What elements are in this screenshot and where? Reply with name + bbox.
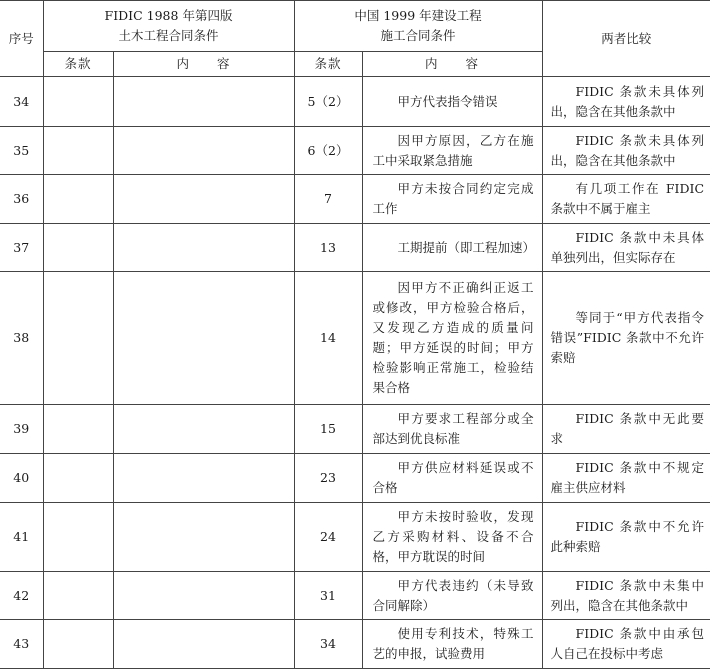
cell-seq: 35 bbox=[0, 127, 43, 175]
header-china-clause: 条款 bbox=[294, 52, 362, 77]
cell-fidic-clause bbox=[43, 405, 113, 454]
header-fidic-clause: 条款 bbox=[43, 52, 113, 77]
cell-comparison-text: FIDIC 条款中由承包人自己在投标中考虑 bbox=[550, 626, 705, 661]
cell-comparison-text: FIDIC 条款未具体列出，隐含在其他条款中 bbox=[550, 132, 705, 168]
cell-china-content bbox=[362, 127, 542, 175]
cell-fidic-content bbox=[113, 572, 294, 620]
cell-fidic-clause bbox=[43, 224, 113, 272]
header-china-content: 内 容 bbox=[362, 52, 542, 77]
cell-fidic-content bbox=[113, 127, 294, 175]
cell-china-content bbox=[362, 572, 542, 620]
cell-comparison bbox=[542, 454, 710, 503]
cell-china-clause: 15 bbox=[294, 405, 362, 454]
cell-fidic-content bbox=[113, 77, 294, 127]
cell-china-content bbox=[362, 454, 542, 503]
cell-seq: 43 bbox=[0, 620, 43, 669]
cell-seq: 38 bbox=[0, 272, 43, 405]
cell-china-clause: 5（2） bbox=[294, 77, 362, 127]
cell-seq: 36 bbox=[0, 175, 43, 224]
cell-china-content-text: 使用专利技术，特殊工艺的申报，试验费用 bbox=[372, 626, 534, 661]
cell-comparison bbox=[542, 572, 710, 620]
cell-seq: 42 bbox=[0, 572, 43, 620]
cell-china-content-text: 甲方代表违约（未导致合同解除） bbox=[372, 577, 534, 613]
cell-comparison bbox=[542, 503, 710, 572]
cell-fidic-clause bbox=[43, 175, 113, 224]
cell-china-clause: 7 bbox=[294, 175, 362, 224]
table-body bbox=[0, 77, 710, 669]
header-china-line1: 中国 1999 年建设工程 bbox=[354, 8, 482, 23]
header-china-line2: 施工合同条件 bbox=[380, 28, 456, 43]
cell-fidic-clause bbox=[43, 572, 113, 620]
header-comparison: 两者比较 bbox=[542, 1, 710, 77]
header-china bbox=[294, 1, 542, 52]
cell-comparison-text: FIDIC 条款中不允许此种索赔 bbox=[550, 519, 705, 554]
header-fidic-line2: 土木工程合同条件 bbox=[118, 28, 219, 43]
cell-fidic-clause bbox=[43, 127, 113, 175]
cell-seq: 34 bbox=[0, 77, 43, 127]
cell-seq: 40 bbox=[0, 454, 43, 503]
table-row bbox=[0, 175, 710, 224]
cell-comparison-text: FIDIC 条款中未集中列出，隐含在其他条款中 bbox=[550, 577, 705, 613]
cell-comparison bbox=[542, 175, 710, 224]
cell-china-content bbox=[362, 503, 542, 572]
cell-comparison bbox=[542, 272, 710, 405]
cell-fidic-content bbox=[113, 503, 294, 572]
cell-comparison-text: FIDIC 条款中未具体单独列出，但实际存在 bbox=[550, 229, 705, 265]
cell-china-content bbox=[362, 620, 542, 669]
table-header bbox=[0, 1, 710, 77]
cell-china-content-text: 工期提前（即工程加速） bbox=[397, 239, 536, 255]
cell-fidic-content bbox=[113, 175, 294, 224]
table-row bbox=[0, 405, 710, 454]
cell-fidic-clause bbox=[43, 503, 113, 572]
cell-china-clause: 31 bbox=[294, 572, 362, 620]
cell-comparison bbox=[542, 405, 710, 454]
table-row bbox=[0, 503, 710, 572]
cell-china-content bbox=[362, 175, 542, 224]
table-row bbox=[0, 620, 710, 669]
cell-comparison bbox=[542, 620, 710, 669]
cell-china-content bbox=[362, 272, 542, 405]
cell-china-content bbox=[362, 224, 542, 272]
cell-china-content-text: 甲方供应材料延误或不合格 bbox=[372, 460, 534, 495]
cell-fidic-content bbox=[113, 272, 294, 405]
cell-fidic-content bbox=[113, 454, 294, 503]
cell-comparison bbox=[542, 224, 710, 272]
cell-comparison-text: FIDIC 条款中无此要求 bbox=[550, 411, 705, 446]
cell-china-clause: 23 bbox=[294, 454, 362, 503]
cell-china-content-text: 甲方未按合同约定完成工作 bbox=[372, 181, 534, 216]
table-row bbox=[0, 454, 710, 503]
header-fidic-content: 内 容 bbox=[113, 52, 294, 77]
cell-china-clause: 13 bbox=[294, 224, 362, 272]
cell-china-content-text: 甲方要求工程部分或全部达到优良标准 bbox=[372, 411, 534, 446]
cell-comparison bbox=[542, 77, 710, 127]
cell-fidic-content bbox=[113, 620, 294, 669]
cell-china-content-text: 因甲方原因，乙方在施工中采取紧急措施 bbox=[372, 132, 534, 168]
cell-china-clause: 24 bbox=[294, 503, 362, 572]
cell-china-clause: 34 bbox=[294, 620, 362, 669]
header-row bbox=[0, 1, 710, 52]
cell-fidic-clause bbox=[43, 77, 113, 127]
cell-china-content bbox=[362, 405, 542, 454]
cell-comparison-text: 等同于“甲方代表指令错误”FIDIC 条款中不允许索赔 bbox=[550, 310, 705, 365]
cell-china-clause: 6（2） bbox=[294, 127, 362, 175]
cell-fidic-clause bbox=[43, 620, 113, 669]
cell-china-content bbox=[362, 77, 542, 127]
cell-seq: 39 bbox=[0, 405, 43, 454]
cell-fidic-clause bbox=[43, 272, 113, 405]
cell-china-content-text: 甲方代表指令错误 bbox=[397, 93, 498, 109]
cell-china-clause: 14 bbox=[294, 272, 362, 405]
table-row bbox=[0, 272, 710, 405]
header-seq: 序号 bbox=[0, 1, 43, 77]
cell-china-content-text: 甲方未按时验收，发现乙方采购材料、设备不合格，甲方耽误的时间 bbox=[372, 509, 534, 564]
cell-comparison-text: 有几项工作在 FIDIC 条款中不属于雇主 bbox=[550, 181, 705, 216]
cell-seq: 37 bbox=[0, 224, 43, 272]
cell-fidic-content bbox=[113, 224, 294, 272]
cell-comparison-text: FIDIC 条款未具体列出，隐含在其他条款中 bbox=[550, 83, 705, 119]
table-row bbox=[0, 572, 710, 620]
cell-china-content-text: 因甲方不正确纠正返工或修改，甲方检验合格后，又发现乙方造成的质量问题；甲方延误的时间；甲方检验影响正常施工，检验结果合格 bbox=[372, 280, 534, 395]
table-row bbox=[0, 127, 710, 175]
cell-seq: 41 bbox=[0, 503, 43, 572]
cell-fidic-content bbox=[113, 405, 294, 454]
cell-fidic-clause bbox=[43, 454, 113, 503]
cell-comparison-text: FIDIC 条款中不规定雇主供应材料 bbox=[550, 460, 705, 495]
header-fidic-line1: FIDIC 1988 年第四版 bbox=[104, 8, 233, 23]
header-fidic bbox=[43, 1, 294, 52]
table-row bbox=[0, 224, 710, 272]
table-row bbox=[0, 77, 710, 127]
cell-comparison bbox=[542, 127, 710, 175]
